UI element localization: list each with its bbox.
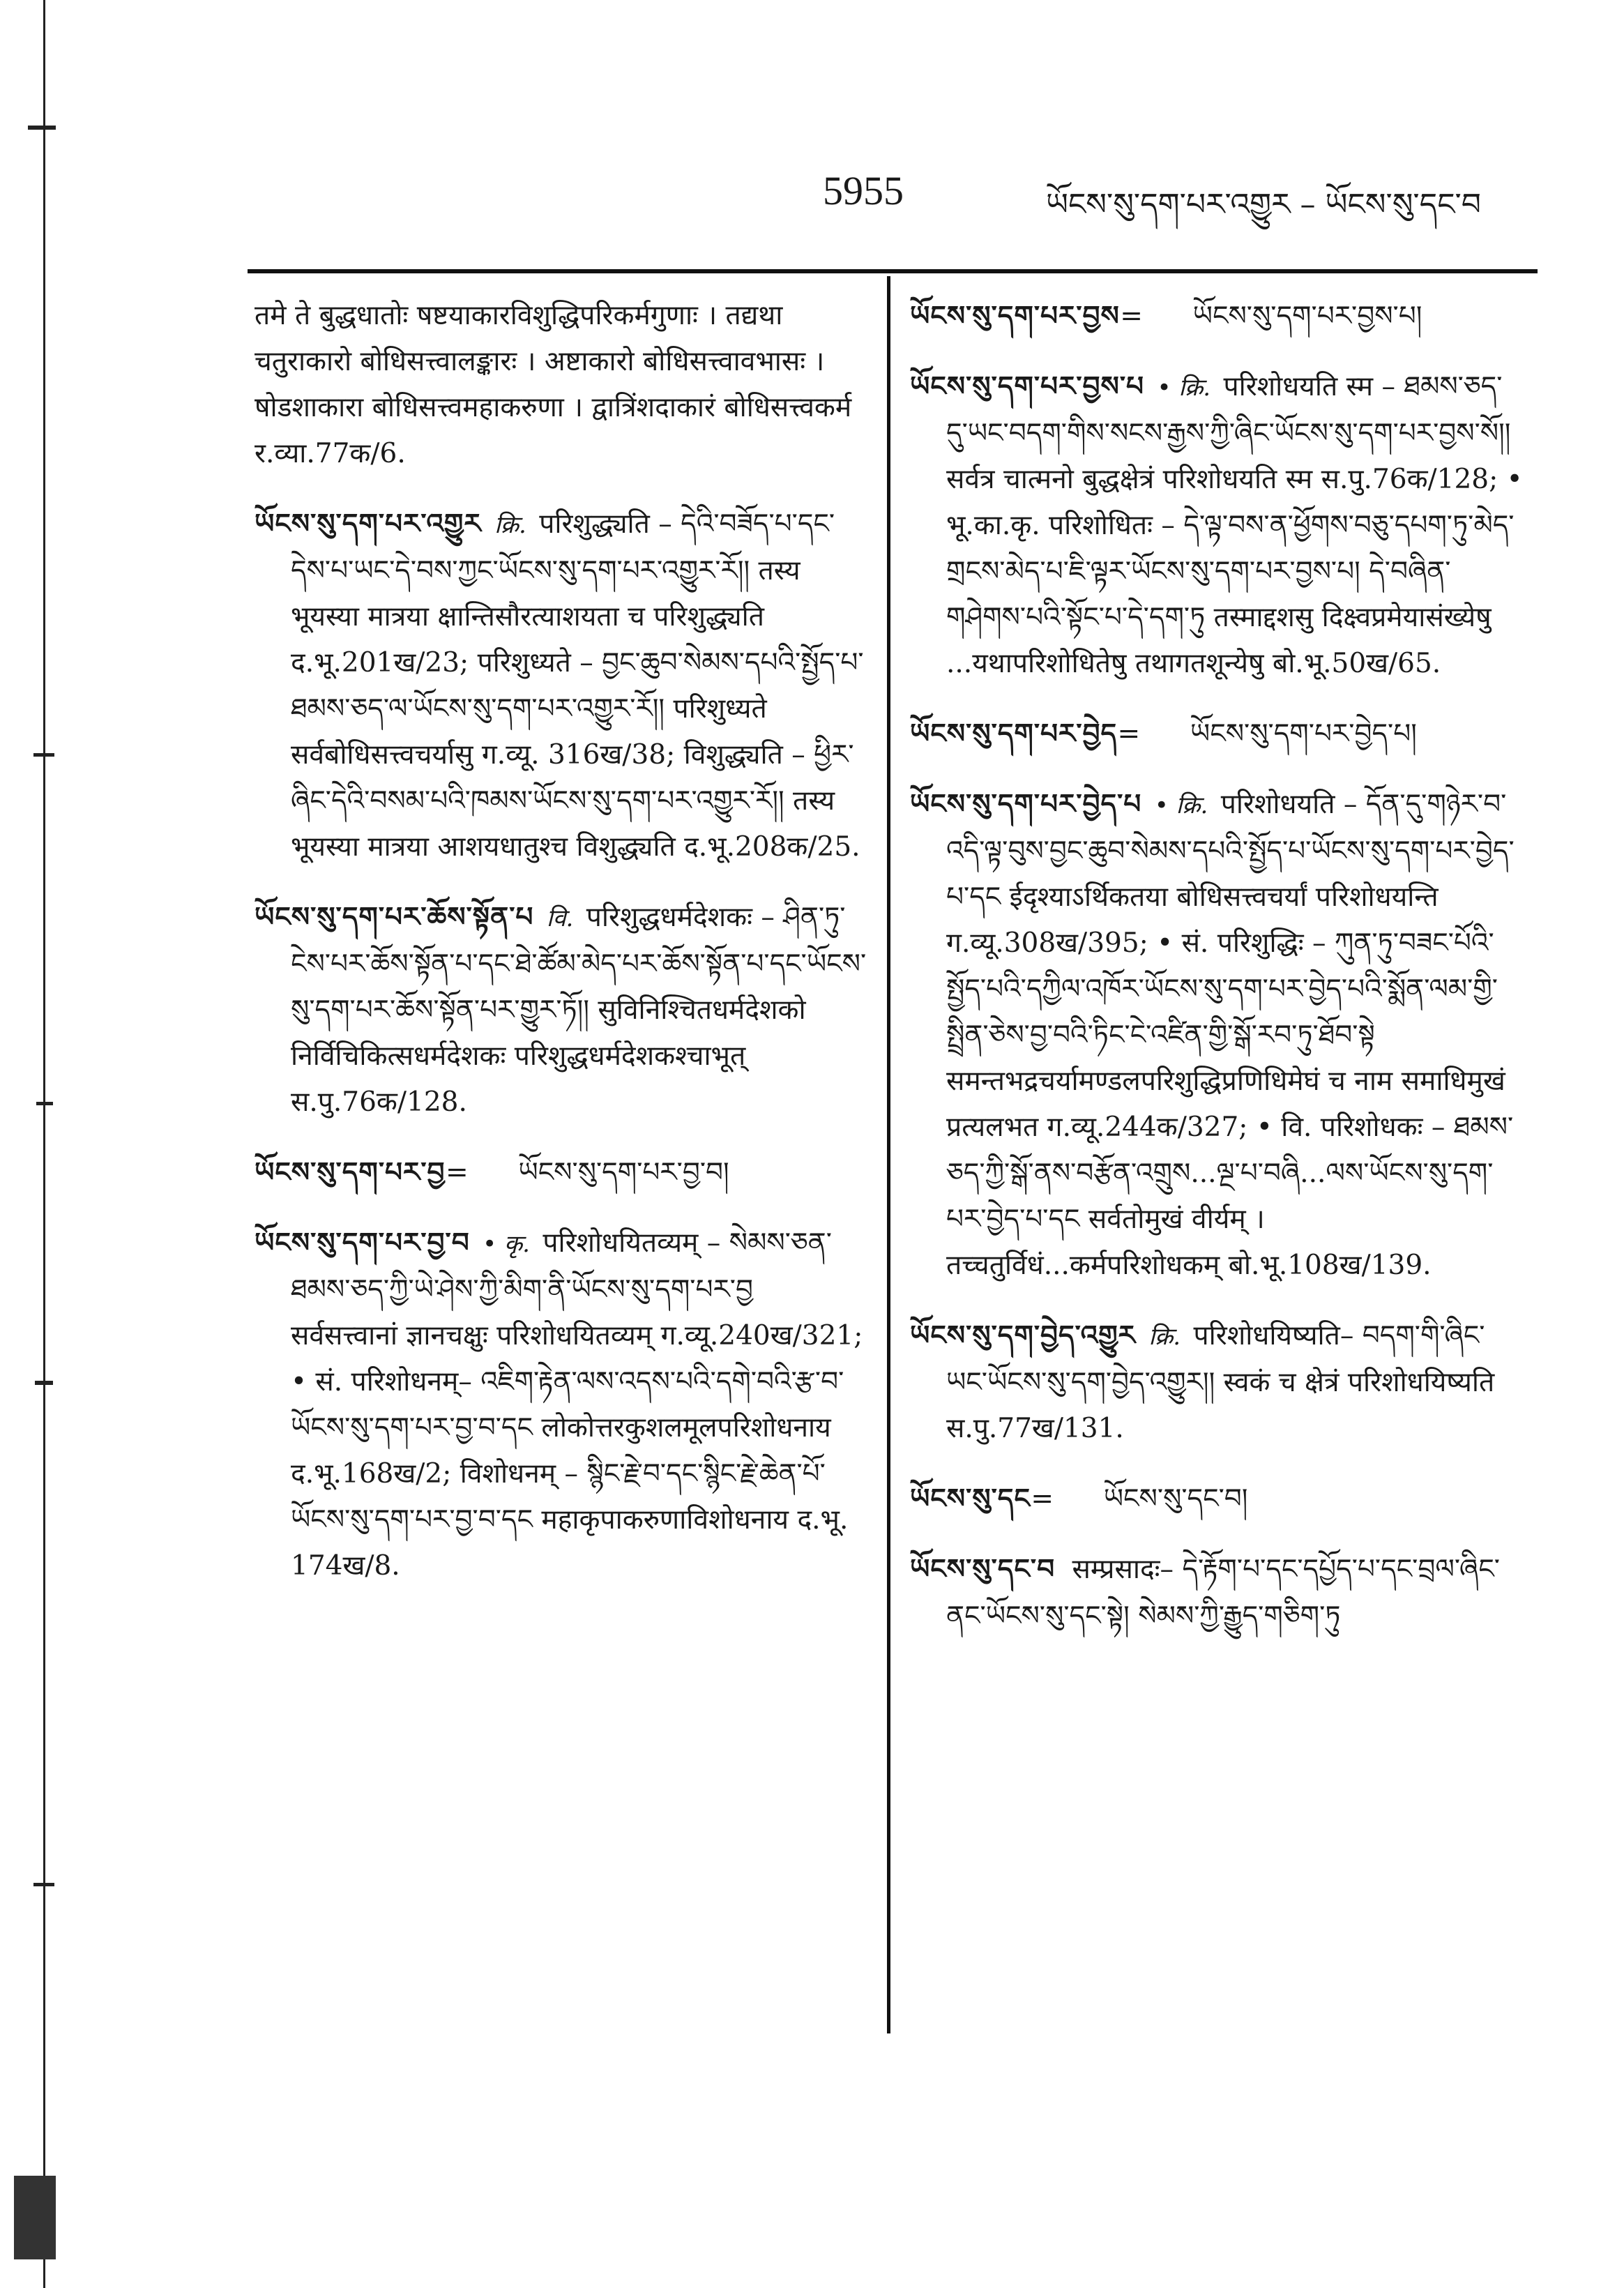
entry-text: तमे ते बुद्धधातोः षष्टयाकारविशुद्धिपरिकर्मगुणाः । तद्यथा चतुराकारो बोधिसत्त्वालङ्कारः । अष्टाकारो बोधिसत्त्वावभासः । षोडशाकारा बोधिसत्त्वमहाकरुणा । द्वात्रिंशदाकारं बोधिसत्त्वकर्म र.व्या.77क/6. bbox=[255, 300, 852, 469]
entry-headword: ཡོངས་སུ་དག་བྱེད་འགྱུར bbox=[910, 1319, 1136, 1351]
dictionary-entry bbox=[255, 501, 868, 870]
dictionary-entry: ཡོངས་སུ་དག་པར་བྱེད = ཡོངས་སུ་དག་པར་བྱེད་པ། bbox=[910, 718, 1417, 750]
entry-text: ཡོངས་སུ་དག་པར་བྱ་བ། bbox=[518, 1157, 729, 1188]
dictionary-entry bbox=[910, 1546, 1524, 1639]
right-column bbox=[910, 293, 1524, 1663]
page-number: 5955 bbox=[823, 168, 904, 213]
scan-edge-mark bbox=[28, 126, 56, 130]
entry-headword: ཡོངས་སུ་དག་པར་ཆོས་སྟོན་པ bbox=[255, 901, 534, 933]
entry-headword: ཡོངས་སུ་དང་བ bbox=[910, 1553, 1056, 1585]
entry-text: परिशुद्धधर्मदेशकः – ཤིན་ཏུ་ངེས་པར་ཆོས་སྟོན་པ་དང་ཐེ་ཚོམ་མེད་པར་ཆོས་སྟོན་པ་དང་ཡོངས་སུ་དག་པར་ཆོས་སྟོན་པར་གྱུར་ཏོ།། सुविनिश्चितधर्मदेशको निर्विचिकित्सधर्मदेशकः परिशुद्धधर्मदेशकश्चाभूत् स.पु.76क/128. bbox=[291, 902, 867, 1118]
entry-headword: ཡོངས་སུ་དག་པར་བྱེད bbox=[910, 718, 1118, 750]
entry-grammar: क्रि. bbox=[494, 511, 526, 539]
entry-headword: ཡོངས་སུ་དག་པར་བྱ་བ bbox=[255, 1227, 470, 1259]
header-rule bbox=[248, 269, 1538, 273]
dictionary-entry bbox=[255, 894, 868, 1126]
entry-text: परिशोधयति – དོན་དུ་གཉེར་བ་འདི་ལྟ་བུས་བྱང་ཆུབ་སེམས་དཔའི་སྤྱོད་པ་ཡོངས་སུ་དག་པར་བྱེད་པ་དང ईदृश्याऽर्थिकतया बोधिसत्त्वचर्यां परिशोधयन्ति ग.व्यू.308ख/395; • सं. परिशुद्धिः – ཀུན་ཏུ་བཟང་པོའི་སྤྱོད་པའི་དཀྱིལ་འཁོར་ཡོངས་སུ་དག་པར་བྱེད་པའི་སྨོན་ལམ་གྱི་སྤྲིན་ཅེས་བྱ་བའི་ཏིང་ངེ་འཛིན་གྱི་སྒོ་རབ་ཏུ་ཐོབ་སྟེ समन्तभद्रचर्यामण्डलपरिशुद्धिप्रणिधिमेघं च नाम समाधिमुखं प्रत्यलभत ग.व्यू.244क/327; • वि. परिशोधकः – ཐམས་ཅད་ཀྱི་སྒོ་ནས་བརྩོན་འགྲུས...ལྔ་པ་བཞི...ལས་ཡོངས་སུ་དག་པར་བྱེད་པ་དང सर्वतोमुखं वीर्यम् । तच्चतुर्विधं...कर्मपरिशोधकम् बो.भू.108ख/139. bbox=[946, 789, 1515, 1281]
entry-headword: ཡོངས་སུ་དང bbox=[910, 1483, 1031, 1515]
page-header bbox=[0, 160, 1624, 223]
dictionary-entry: ཡོངས་སུ་དག་པར་བྱ = ཡོངས་སུ་དག་པར་བྱ་བ། bbox=[255, 1156, 729, 1188]
entry-text: परिशोधयति स्म – ཐམས་ཅད་དུ་ཡང་བདག་གིས་སངས་རྒྱས་ཀྱི་ཞིང་ཡོངས་སུ་དག་པར་བྱས་སོ།། सर्वत्र चात्मनो बुद्धक्षेत्रं परिशोधयति स्म स.पु.76क/128; • भू.का.कृ. परिशोधितः – དེ་ལྟ་བས་ན་ཕྱོགས་བཅུ་དཔག་ཏུ་མེད་གྲངས་མེད་པ་ཇི་ལྟར་ཡོངས་སུ་དག་པར་བྱས་པ། དེ་བཞིན་གཤེགས་པའི་སྟོང་པ་དེ་དག་ཏུ तस्माद्दशसु दिक्ष्वप्रमेयासंख्येषु ...यथापरिशोधितेषु तथागतशून्येषु बो.भू.50ख/65. bbox=[946, 371, 1523, 679]
entry-headword: ཡོངས་སུ་དག་པར་བྱས་པ bbox=[910, 370, 1145, 402]
dictionary-entry bbox=[910, 1312, 1524, 1452]
dictionary-entry bbox=[255, 1220, 868, 1589]
entry-grammar: वि. bbox=[546, 904, 574, 932]
dictionary-entry bbox=[910, 781, 1524, 1289]
running-head: ཡོངས་སུ་དག་པར་འགྱུར – ཡོངས་སུ་དང་བ bbox=[1046, 187, 1481, 222]
entry-text: परिशोधयितव्यम् – སེམས་ཅན་ཐམས་ཅད་ཀྱི་ཡེ་ཤེས་ཀྱི་མིག་ནི་ཡོངས་སུ་དག་པར་བྱ सर्वसत्त्वानां ज्ञानचक्षुः परिशोधयितव्यम् ग.व्यू.240ख/321; • सं. परिशोधनम्– འཇིག་རྟེན་ལས་འདས་པའི་དགེ་བའི་རྩ་བ་ཡོངས་སུ་དག་པར་བྱ་བ་དང लोकोत्तरकुशलमूलपरिशोधनाय द.भू.168ख/2; विशोधनम् – སྙིང་རྗེ་བ་དང་སྙིང་རྗེ་ཆེན་པོ་ཡོངས་སུ་དག་པར་བྱ་བ་དང महाकृपाकरुणाविशोधनाय द.भू. 174ख/8. bbox=[291, 1227, 863, 1582]
entry-grammar: • क्रि. bbox=[1154, 791, 1208, 819]
scan-edge-mark bbox=[33, 753, 54, 757]
scan-edge-blot bbox=[14, 2176, 56, 2259]
left-column bbox=[255, 293, 868, 1613]
entry-headword: ཡོངས་སུ་དག་པར་འགྱུར bbox=[255, 508, 482, 540]
scan-edge-line bbox=[43, 0, 45, 2288]
entry-grammar: क्रि. bbox=[1148, 1323, 1181, 1351]
dictionary-entry: ཡོངས་སུ་དང = ཡོངས་སུ་དང་བ། bbox=[910, 1483, 1248, 1515]
entry-text: सम्प्रसादः– དེ་རྟོག་པ་དང་དཔྱོད་པ་དང་བྲལ་ཞིང་ནང་ཡོངས་སུ་དང་སྟེ། སེམས་ཀྱི་རྒྱུད་གཅིག་ཏུ bbox=[946, 1554, 1500, 1632]
scan-edge-mark bbox=[36, 1102, 53, 1105]
entry-text: ཡོངས་སུ་དག་པར་བྱེད་པ། bbox=[1190, 718, 1417, 750]
entry-text: परिशुद्ध्यति – དེའི་བཟོད་པ་དང་དེས་པ་ཡང་དེ་བས་ཀྱང་ཡོངས་སུ་དག་པར་འགྱུར་རོ།། तस्य भूयस्या मात्रया क्षान्तिसौरत्याशयता च परिशुद्ध्यति द.भू.201ख/23; परिशुध्यते – བྱང་ཆུབ་སེམས་དཔའི་སྤྱོད་པ་ཐམས་ཅད་ལ་ཡོངས་སུ་དག་པར་འགྱུར་རོ།། परिशुध्यते सर्वबोधिसत्त्वचर्यासु ग.व्यू. 316ख/38; विशुद्ध्यति – ཕྱིར་ཞིང་དེའི་བསམ་པའི་ཁམས་ཡོངས་སུ་དག་པར་འགྱུར་རོ།། तस्य भूयस्या मात्रया आशयधातुश्च विशुद्ध्यति द.भू.208क/25. bbox=[291, 508, 864, 863]
entry-text: ཡོངས་སུ་དག་པར་བྱས་པ། bbox=[1192, 301, 1422, 332]
column-divider bbox=[887, 276, 890, 2033]
scan-edge-mark bbox=[35, 1381, 53, 1385]
entry-headword: ཡོངས་སུ་དག་པར་བྱེད་པ bbox=[910, 788, 1142, 820]
dictionary-entry bbox=[255, 293, 868, 477]
entry-grammar: • क्रि. bbox=[1157, 374, 1211, 402]
entry-headword: ཡོངས་སུ་དག་པར་བྱ bbox=[255, 1156, 446, 1188]
entry-grammar: • कृ. bbox=[483, 1230, 530, 1258]
dictionary-entry: ཡོངས་སུ་དག་པར་བྱས = ཡོངས་སུ་དག་པར་བྱས་པ། bbox=[910, 300, 1422, 332]
entry-headword: ཡོངས་སུ་དག་པར་བྱས bbox=[910, 300, 1120, 332]
dictionary-entry bbox=[910, 363, 1524, 687]
entry-text: ཡོངས་སུ་དང་བ། bbox=[1103, 1483, 1248, 1515]
entry-text: परिशोधयिष्यति– བདག་གི་ཞིང་ཡང་ཡོངས་སུ་དག་བྱེད་འགྱུར།། स्वकं च क्षेत्रं परिशोधयिष्यति स.पु.77ख/131. bbox=[946, 1320, 1495, 1444]
scan-edge-mark bbox=[33, 1883, 54, 1886]
